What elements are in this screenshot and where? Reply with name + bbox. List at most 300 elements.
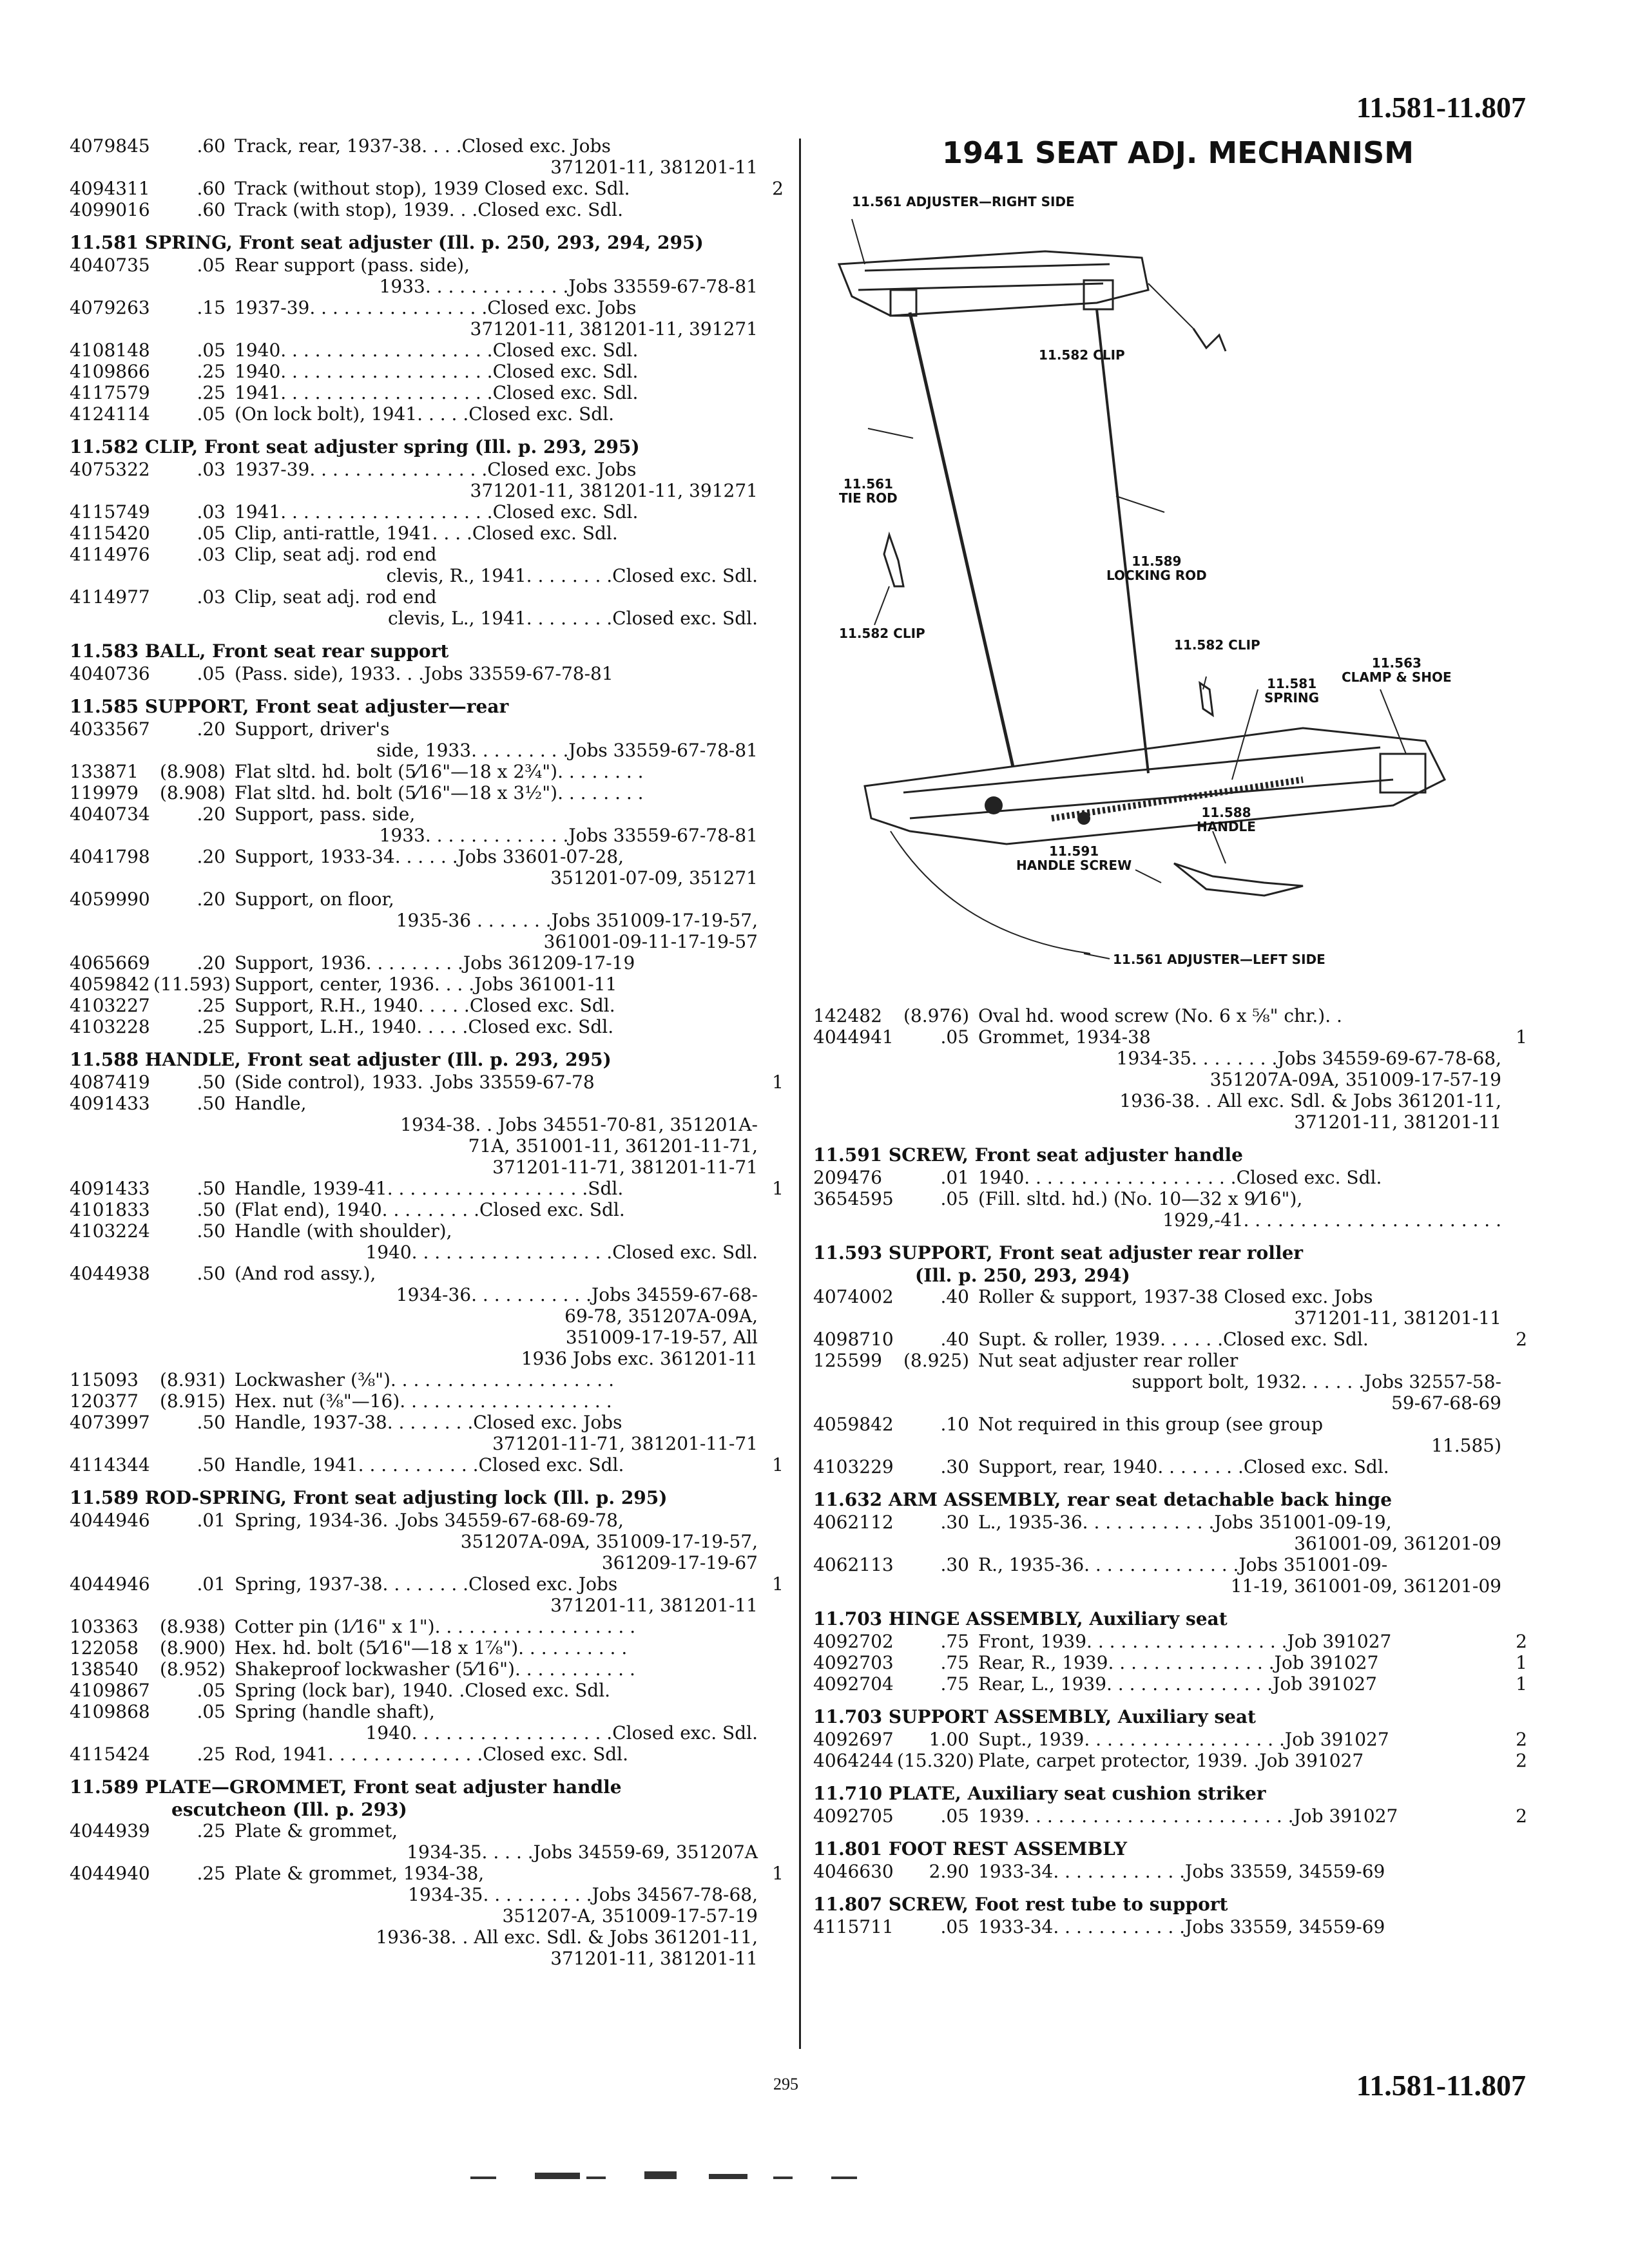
- section-heading: 11.588 HANDLE, Front seat adjuster (Ill. p. 293, 295): [70, 1049, 612, 1070]
- part-description-continued: 1936 Jobs exc. 361201-11: [521, 1348, 758, 1369]
- part-number: 4114977: [70, 586, 150, 608]
- parts-row: [70, 1680, 784, 1701]
- catalog-section: [70, 1049, 784, 1475]
- section-heading: 11.582 CLIP, Front seat adjuster spring (Ill. p. 293, 295): [70, 436, 640, 457]
- part-number: 4099016: [70, 199, 150, 220]
- part-number: 4109867: [70, 1680, 150, 1701]
- part-quantity: [1501, 1861, 1527, 1882]
- part-description: Plate & grommet,: [235, 1820, 398, 1841]
- part-quantity: 1: [772, 1573, 784, 1595]
- parts-row: [70, 1863, 784, 1884]
- part-price: .25: [197, 361, 226, 382]
- part-price: (8.908): [159, 782, 226, 803]
- label-adjuster-right: 11.561 ADJUSTER—RIGHT SIDE: [852, 194, 1075, 209]
- catalog-section: [70, 1776, 784, 1969]
- tie-rod: [910, 312, 1013, 767]
- section-heading: 11.585 SUPPORT, Front seat adjuster—rear: [70, 696, 509, 717]
- part-price: .60: [197, 178, 226, 199]
- part-quantity: 2: [772, 178, 784, 199]
- part-number: 4079845: [70, 135, 150, 157]
- part-price: .03: [197, 459, 226, 480]
- part-number: 4114976: [70, 544, 150, 565]
- part-quantity: [758, 1510, 784, 1531]
- part-description: Support, center, 1936. . . .Jobs 361001-11: [235, 974, 617, 995]
- part-description: Flat sltd. hd. bolt (5⁄16"—18 x 3½"). . . . . . . .: [235, 782, 644, 803]
- part-quantity: [758, 803, 784, 825]
- part-number: 4062113: [813, 1554, 894, 1575]
- part-description: Cotter pin (1⁄16" x 1"). . . . . . . . . . . . . . . . . .: [235, 1616, 636, 1637]
- part-description-continued: 371201-11, 381201-11, 391271: [470, 318, 758, 340]
- part-description: Handle, 1937-38. . . . . . . .Closed exc. Jobs: [235, 1412, 622, 1433]
- parts-row: [813, 1167, 1527, 1188]
- part-description: Rear support (pass. side),: [235, 255, 470, 276]
- part-price: (8.976): [903, 1005, 969, 1026]
- parts-row: [70, 846, 784, 867]
- part-quantity: 1: [1516, 1673, 1527, 1695]
- part-description-continued: 1934-38. . Jobs 34551-70-81, 351201A-: [400, 1114, 758, 1135]
- parts-row: [813, 1750, 1527, 1771]
- part-description: Rear, L., 1939. . . . . . . . . . . . . . .Job 391027: [978, 1673, 1377, 1695]
- part-description-continued: 1934-35. . . . .Jobs 34559-69, 351207A: [407, 1841, 758, 1863]
- label-tie-rod-name: TIE ROD: [839, 490, 898, 506]
- label-locking-rod-code: 11.589: [1132, 553, 1182, 569]
- part-price: .03: [197, 586, 226, 608]
- parts-row: [70, 1072, 784, 1093]
- catalog-section: [70, 640, 784, 684]
- parts-row: [813, 1188, 1527, 1209]
- part-description: Grommet, 1934-38: [978, 1026, 1151, 1048]
- parts-row: [70, 403, 784, 425]
- parts-row: [70, 1744, 784, 1765]
- parts-row: [813, 1512, 1527, 1533]
- parts-row: [70, 803, 784, 825]
- part-price: .25: [197, 995, 226, 1016]
- label-handle-screw-name: HANDLE SCREW: [1016, 858, 1132, 873]
- part-price: .20: [197, 889, 226, 910]
- part-description: Support, 1936. . . . . . . . .Jobs 361209-17-19: [235, 952, 635, 974]
- label-handle-code: 11.588: [1201, 805, 1251, 820]
- part-description-continued: support bolt, 1932. . . . . .Jobs 32557-58-: [1132, 1371, 1501, 1392]
- page-header-code: 11.581-11.807: [1356, 91, 1526, 124]
- parts-row: [70, 952, 784, 974]
- part-quantity: [1501, 1350, 1527, 1371]
- clip-top: [1193, 329, 1226, 351]
- part-price: (8.925): [903, 1350, 969, 1371]
- parts-row: [70, 199, 784, 220]
- parts-row: [70, 1412, 784, 1433]
- part-number: 103363: [70, 1616, 139, 1637]
- label-clip-mid: 11.582 CLIP: [1174, 637, 1260, 653]
- section-heading: 11.581 SPRING, Front seat adjuster (Ill. p. 250, 293, 294, 295): [70, 232, 704, 253]
- section-subheading: (Ill. p. 250, 293, 294): [915, 1265, 1130, 1286]
- part-number: 4044939: [70, 1820, 150, 1841]
- parts-row: [70, 1369, 784, 1390]
- parts-row: [70, 761, 784, 782]
- part-quantity: [758, 1093, 784, 1114]
- parts-row: [813, 1026, 1527, 1048]
- part-quantity: 2: [1516, 1631, 1527, 1652]
- intro-rows: [70, 135, 784, 220]
- part-description-continued: 1933. . . . . . . . . . . . .Jobs 33559-67-78-81: [379, 825, 758, 846]
- part-description-continued: 371201-11-71, 381201-11-71: [492, 1433, 758, 1454]
- part-description: Handle, 1941. . . . . . . . . . .Closed exc. Sdl.: [235, 1454, 624, 1475]
- part-quantity: [1501, 1512, 1527, 1533]
- part-quantity: [758, 1220, 784, 1242]
- part-number: 4040736: [70, 663, 150, 684]
- part-price: .50: [197, 1199, 226, 1220]
- part-quantity: [758, 1199, 784, 1220]
- part-number: 120377: [70, 1390, 139, 1412]
- parts-row: [70, 523, 784, 544]
- part-description: Support, rear, 1940. . . . . . . .Closed exc. Sdl.: [978, 1456, 1389, 1477]
- part-price: .75: [940, 1673, 969, 1695]
- parts-row: [70, 361, 784, 382]
- part-quantity: [1501, 1916, 1527, 1937]
- part-number: 4044941: [813, 1026, 894, 1048]
- part-price: .60: [197, 199, 226, 220]
- part-price: .05: [197, 255, 226, 276]
- part-number: 4074002: [813, 1286, 894, 1307]
- part-quantity: 1: [1516, 1026, 1527, 1048]
- left-column: [70, 135, 784, 1981]
- part-quantity: [1501, 1188, 1527, 1209]
- part-price: .20: [197, 846, 226, 867]
- part-description-continued: 1940. . . . . . . . . . . . . . . . . .Closed exc. Sdl.: [365, 1242, 758, 1263]
- part-number: 125599: [813, 1350, 882, 1371]
- part-description-continued: 361001-09-11-17-19-57: [543, 931, 758, 952]
- part-description: 1937-39. . . . . . . . . . . . . . . .Closed exc. Jobs: [235, 459, 637, 480]
- parts-row: [70, 1220, 784, 1242]
- part-description: 1940. . . . . . . . . . . . . . . . . . .Closed exc. Sdl.: [978, 1167, 1382, 1188]
- page-number: 295: [773, 2075, 798, 2093]
- label-spring-code: 11.581: [1266, 676, 1317, 691]
- part-price: .05: [197, 340, 226, 361]
- part-description: Track (with stop), 1939. . .Closed exc. Sdl.: [235, 199, 624, 220]
- part-number: 4065669: [70, 952, 150, 974]
- catalog-section: [813, 1144, 1527, 1231]
- parts-row: [70, 1178, 784, 1199]
- part-price: .50: [197, 1263, 226, 1284]
- part-quantity: [758, 255, 784, 276]
- part-number: 4103224: [70, 1220, 150, 1242]
- spring-coil: [1052, 780, 1303, 818]
- part-number: 4062112: [813, 1512, 894, 1533]
- catalog-section: [813, 1608, 1527, 1695]
- part-quantity: 2: [1516, 1329, 1527, 1350]
- parts-row: [70, 340, 784, 361]
- part-description-continued: 351207A-09A, 351009-17-19-57,: [460, 1531, 758, 1552]
- part-number: 4044946: [70, 1510, 150, 1531]
- part-quantity: 1: [772, 1072, 784, 1093]
- part-description-continued: 361001-09, 361201-09: [1294, 1533, 1501, 1554]
- part-description: Hex. hd. bolt (5⁄16"—18 x 1⅞"). . . . . . . . . .: [235, 1637, 628, 1658]
- part-number: 4059842: [813, 1414, 894, 1435]
- part-quantity: [758, 199, 784, 220]
- part-description-continued: 371201-11, 381201-11: [1294, 1111, 1501, 1133]
- section-heading: 11.703 HINGE ASSEMBLY, Auxiliary seat: [813, 1608, 1228, 1629]
- parts-row: [813, 1329, 1527, 1350]
- part-quantity: 1: [772, 1178, 784, 1199]
- part-description: Support, on floor,: [235, 889, 394, 910]
- label-clamp-shoe-name: CLAMP & SHOE: [1342, 669, 1452, 685]
- part-description: Spring (handle shaft),: [235, 1701, 435, 1722]
- part-quantity: [758, 1390, 784, 1412]
- seat-adjuster-diagram: [813, 135, 1527, 999]
- part-number: 4117579: [70, 382, 150, 403]
- part-number: 4040735: [70, 255, 150, 276]
- label-handle-screw: [1016, 844, 1132, 872]
- part-quantity: [758, 1820, 784, 1841]
- part-price: .15: [197, 297, 226, 318]
- parts-row: [70, 974, 784, 995]
- part-quantity: [758, 974, 784, 995]
- part-price: .25: [197, 382, 226, 403]
- part-number: 4079263: [70, 297, 150, 318]
- catalog-section: [813, 1706, 1527, 1771]
- parts-row: [70, 586, 784, 608]
- part-description: Plate, carpet protector, 1939. .Job 391027: [978, 1750, 1364, 1771]
- catalog-section: [813, 1783, 1527, 1827]
- part-description: Hex. nut (⅜"—16). . . . . . . . . . . . . . . . . . .: [235, 1390, 612, 1412]
- right-column: [813, 1005, 1527, 1949]
- part-price: .25: [197, 1820, 226, 1841]
- part-quantity: [758, 523, 784, 544]
- label-tie-rod-code: 11.561: [843, 476, 893, 492]
- part-price: (8.931): [159, 1369, 226, 1390]
- label-spring: [1264, 677, 1319, 705]
- part-price: (11.593): [153, 974, 231, 995]
- parts-row: [70, 1701, 784, 1722]
- section-heading: 11.801 FOOT REST ASSEMBLY: [813, 1838, 1128, 1860]
- section-heading: 11.583 BALL, Front seat rear support: [70, 640, 449, 662]
- part-number: 4109866: [70, 361, 150, 382]
- part-number: 4044946: [70, 1573, 150, 1595]
- part-price: .03: [197, 501, 226, 523]
- part-price: .75: [940, 1631, 969, 1652]
- part-quantity: [1501, 1554, 1527, 1575]
- parts-row: [813, 1861, 1527, 1882]
- section-heading: 11.591 SCREW, Front seat adjuster handle: [813, 1144, 1243, 1166]
- part-number: 4103228: [70, 1016, 150, 1037]
- part-description: Spring, 1937-38. . . . . . . .Closed exc. Jobs: [235, 1573, 618, 1595]
- parts-row: [813, 1673, 1527, 1695]
- part-price: .05: [197, 663, 226, 684]
- part-description-continued: 351009-17-19-57, All: [565, 1327, 758, 1348]
- part-quantity: [758, 297, 784, 318]
- label-handle-name: HANDLE: [1197, 819, 1256, 834]
- part-description: Shakeproof lockwasher (5⁄16"). . . . . . . . . . .: [235, 1658, 635, 1680]
- part-quantity: [758, 1744, 784, 1765]
- part-description-continued: 371201-11, 381201-11: [550, 157, 758, 178]
- parts-row: [70, 1199, 784, 1220]
- part-price: .05: [197, 523, 226, 544]
- part-number: 4114344: [70, 1454, 150, 1475]
- part-description: Clip, anti-rattle, 1941. . . .Closed exc. Sdl.: [235, 523, 618, 544]
- part-number: 115093: [70, 1369, 139, 1390]
- catalog-section: [813, 1242, 1527, 1477]
- locking-rod: [1097, 309, 1148, 773]
- part-description: Support, pass. side,: [235, 803, 416, 825]
- catalog-section: [70, 1487, 784, 1765]
- parts-row: [813, 1350, 1527, 1371]
- part-price: .05: [197, 403, 226, 425]
- label-clamp-shoe: [1342, 656, 1452, 684]
- part-quantity: [1501, 1414, 1527, 1435]
- part-description-continued: clevis, R., 1941. . . . . . . .Closed exc. Sdl.: [386, 565, 758, 586]
- label-clip-top: 11.582 CLIP: [1039, 347, 1125, 363]
- part-quantity: [758, 718, 784, 740]
- parts-row: [813, 1554, 1527, 1575]
- part-description: 1939. . . . . . . . . . . . . . . . . . . . . . . .Job 391027: [978, 1805, 1398, 1827]
- part-description: Nut seat adjuster rear roller: [978, 1350, 1239, 1371]
- label-tie-rod: [839, 477, 898, 505]
- catalog-section: [70, 232, 784, 425]
- part-description-continued: 11.585): [1431, 1435, 1501, 1456]
- part-number: 4115424: [70, 1744, 150, 1765]
- part-price: .30: [940, 1554, 969, 1575]
- part-quantity: [758, 1658, 784, 1680]
- part-price: (15.320): [897, 1750, 974, 1771]
- catalog-section: [70, 696, 784, 1037]
- parts-row: [813, 1652, 1527, 1673]
- parts-row: [70, 1016, 784, 1037]
- clip-mid: [1200, 683, 1213, 715]
- part-quantity: [758, 995, 784, 1016]
- part-number: 4073997: [70, 1412, 150, 1433]
- part-description-continued: 371201-11, 381201-11, 391271: [470, 480, 758, 501]
- part-number: 4059990: [70, 889, 150, 910]
- part-quantity: [758, 1701, 784, 1722]
- part-price: .05: [940, 1805, 969, 1827]
- part-description: 1941. . . . . . . . . . . . . . . . . . .Closed exc. Sdl.: [235, 501, 639, 523]
- parts-row: [813, 1729, 1527, 1750]
- clamp-shoe: [1380, 754, 1425, 793]
- part-number: 4115749: [70, 501, 150, 523]
- parts-row: [70, 178, 784, 199]
- part-description: 1937-39. . . . . . . . . . . . . . . .Closed exc. Jobs: [235, 297, 637, 318]
- part-quantity: [758, 382, 784, 403]
- part-description-continued: 1936-38. . All exc. Sdl. & Jobs 361201-11,: [1119, 1090, 1501, 1111]
- part-number: 133871: [70, 761, 139, 782]
- label-handle-screw-code: 11.591: [1048, 843, 1099, 859]
- part-description: Handle, 1939-41. . . . . . . . . . . . . . . . . .Sdl.: [235, 1178, 624, 1199]
- parts-row: [813, 1631, 1527, 1652]
- part-number: 4108148: [70, 340, 150, 361]
- part-price: .50: [197, 1220, 226, 1242]
- handle: [1174, 863, 1303, 896]
- section-heading: 11.589 PLATE—GROMMET, Front seat adjuster handle: [70, 1776, 622, 1798]
- part-number: 4040734: [70, 803, 150, 825]
- part-price: .20: [197, 803, 226, 825]
- part-quantity: [758, 1680, 784, 1701]
- part-description: L., 1935-36. . . . . . . . . . . .Jobs 351001-09-19,: [978, 1512, 1392, 1533]
- part-description: Lockwasher (⅜"). . . . . . . . . . . . . . . . . . . .: [235, 1369, 614, 1390]
- part-quantity: [758, 782, 784, 803]
- part-price: .50: [197, 1093, 226, 1114]
- part-description: Plate & grommet, 1934-38,: [235, 1863, 485, 1884]
- part-price: 1.00: [929, 1729, 969, 1750]
- part-price: .75: [940, 1652, 969, 1673]
- part-number: 209476: [813, 1167, 882, 1188]
- part-quantity: [758, 586, 784, 608]
- section-heading: 11.589 ROD-SPRING, Front seat adjusting lock (Ill. p. 295): [70, 1487, 668, 1508]
- part-number: 4044940: [70, 1863, 150, 1884]
- part-number: 122058: [70, 1637, 139, 1658]
- part-number: 4091433: [70, 1178, 150, 1199]
- part-quantity: [758, 952, 784, 974]
- part-description-continued: 1940. . . . . . . . . . . . . . . . . .Closed exc. Sdl.: [365, 1722, 758, 1744]
- part-number: 4044938: [70, 1263, 150, 1284]
- part-number: 4092702: [813, 1631, 894, 1652]
- part-description-continued: 11-19, 361001-09, 361201-09: [1230, 1575, 1501, 1597]
- part-description-continued: 1934-36. . . . . . . . . . .Jobs 34559-67-68-: [396, 1284, 758, 1305]
- section-heading: 11.710 PLATE, Auxiliary seat cushion striker: [813, 1783, 1266, 1804]
- part-description: Oval hd. wood screw (No. 6 x ⅝" chr.). .: [978, 1005, 1342, 1026]
- part-number: 4075322: [70, 459, 150, 480]
- part-price: .05: [197, 1680, 226, 1701]
- part-number: 4092697: [813, 1729, 894, 1750]
- part-description-continued: clevis, L., 1941. . . . . . . .Closed exc. Sdl.: [387, 608, 758, 629]
- part-description: Rear, R., 1939. . . . . . . . . . . . . . .Job 391027: [978, 1652, 1379, 1673]
- parts-row: [70, 255, 784, 276]
- part-number: 4115711: [813, 1916, 894, 1937]
- part-quantity: 2: [1516, 1750, 1527, 1771]
- parts-row: [813, 1286, 1527, 1307]
- part-description: Spring, 1934-36. .Jobs 34559-67-68-69-78,: [235, 1510, 624, 1531]
- part-description: Roller & support, 1937-38 Closed exc. Jobs: [978, 1286, 1373, 1307]
- part-description-continued: 1935-36 . . . . . . .Jobs 351009-17-19-57,: [396, 910, 758, 931]
- part-price: .05: [940, 1916, 969, 1937]
- part-number: 4115420: [70, 523, 150, 544]
- part-description: Front, 1939. . . . . . . . . . . . . . . . . .Job 391027: [978, 1631, 1392, 1652]
- part-price: .01: [197, 1510, 226, 1531]
- part-price: .40: [940, 1286, 969, 1307]
- label-spring-name: SPRING: [1264, 690, 1320, 706]
- part-price: .10: [940, 1414, 969, 1435]
- parts-row: [70, 501, 784, 523]
- section-heading: 11.807 SCREW, Foot rest tube to support: [813, 1894, 1228, 1915]
- part-quantity: [758, 846, 784, 867]
- part-quantity: [1501, 1167, 1527, 1188]
- parts-row: [813, 1005, 1527, 1026]
- column-divider: [799, 139, 801, 2049]
- part-price: (8.900): [159, 1637, 226, 1658]
- part-number: 4033567: [70, 718, 150, 740]
- part-description: 1933-34. . . . . . . . . . . .Jobs 33559, 34559-69: [978, 1916, 1385, 1937]
- part-quantity: [758, 459, 784, 480]
- part-description: R., 1935-36. . . . . . . . . . . . . .Jobs 351001-09-: [978, 1554, 1388, 1575]
- parts-row: [70, 1616, 784, 1637]
- part-description: Track (without stop), 1939 Closed exc. Sdl.: [235, 178, 630, 199]
- part-description: (Flat end), 1940. . . . . . . . .Closed exc. Sdl.: [235, 1199, 625, 1220]
- part-description: (Pass. side), 1933. . .Jobs 33559-67-78-81: [235, 663, 613, 684]
- part-number: 3654595: [813, 1188, 894, 1209]
- part-quantity: [1501, 1286, 1527, 1307]
- part-quantity: [758, 1616, 784, 1637]
- part-number: 4059842: [70, 974, 150, 995]
- part-number: 4064244: [813, 1750, 894, 1771]
- part-quantity: [758, 889, 784, 910]
- part-description: Clip, seat adj. rod end: [235, 586, 437, 608]
- part-description-continued: 71A, 351001-11, 361201-11-71,: [468, 1135, 758, 1157]
- part-price: (8.938): [159, 1616, 226, 1637]
- part-price: (8.908): [159, 761, 226, 782]
- part-description: 1941. . . . . . . . . . . . . . . . . . .Closed exc. Sdl.: [235, 382, 639, 403]
- label-locking-rod-name: LOCKING ROD: [1106, 568, 1207, 583]
- parts-row: [70, 135, 784, 157]
- part-number: 4046630: [813, 1861, 894, 1882]
- part-price: .50: [197, 1178, 226, 1199]
